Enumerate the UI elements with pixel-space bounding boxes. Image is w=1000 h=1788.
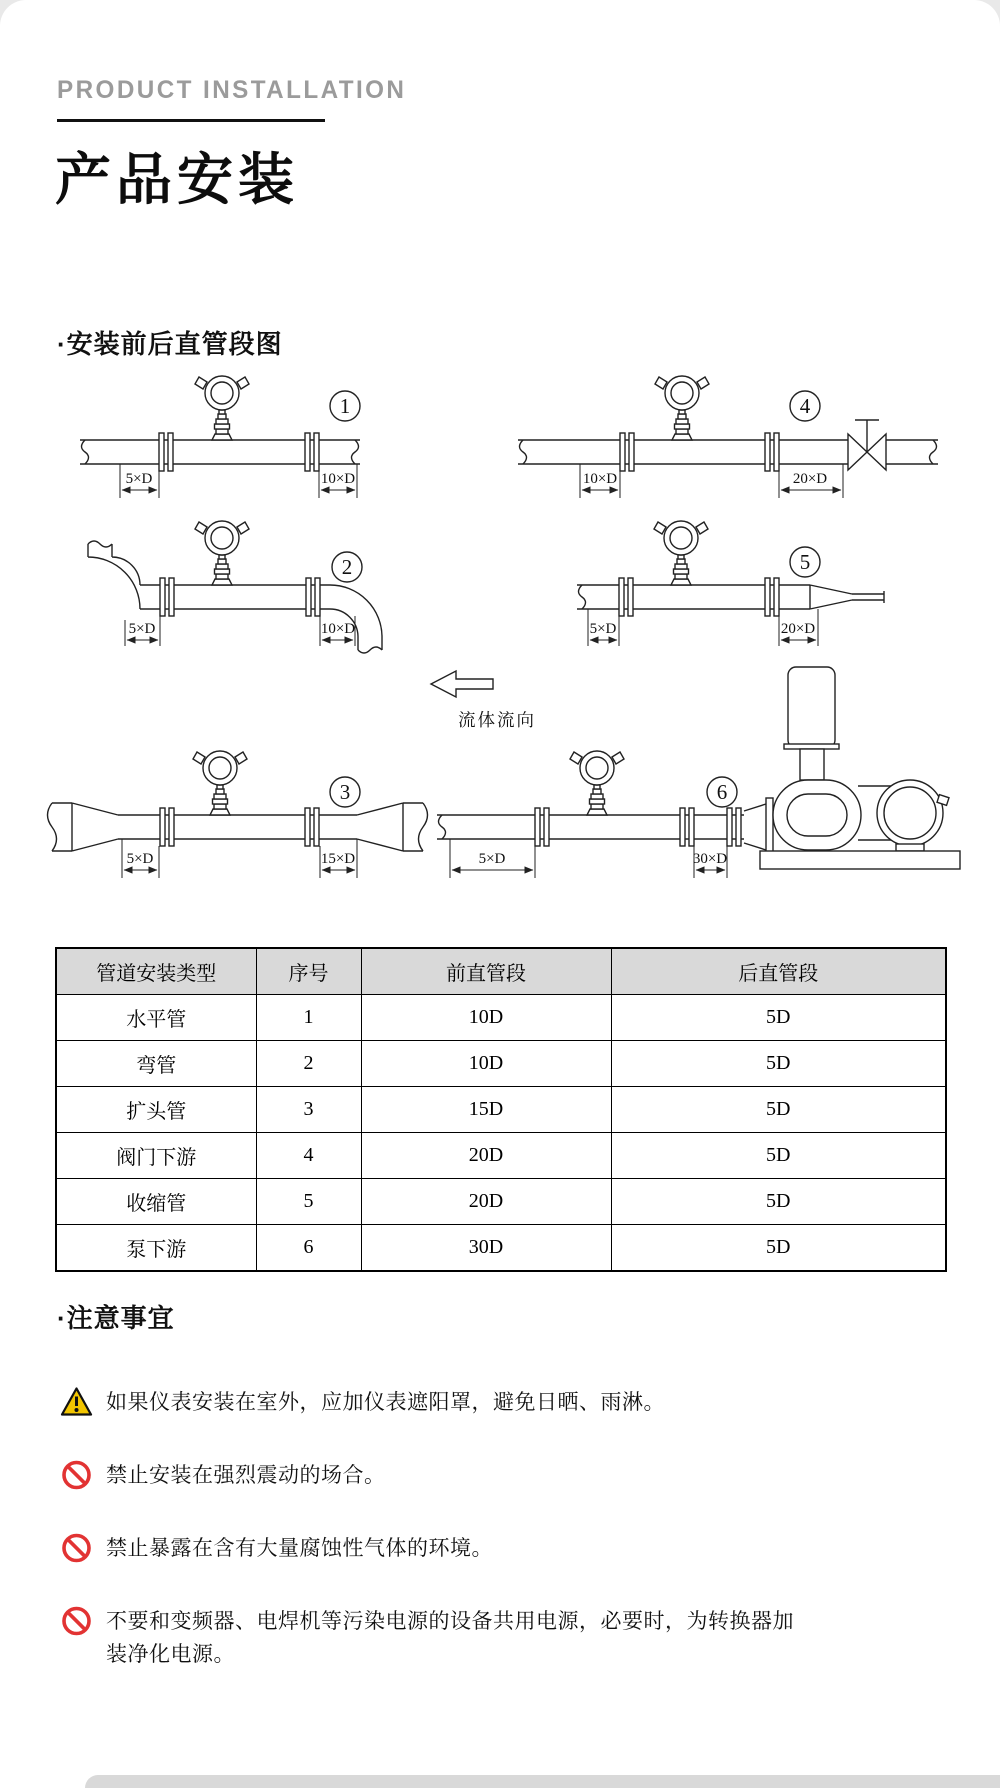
pipe-break <box>930 440 937 464</box>
flange-icon <box>160 578 174 616</box>
dim-label-left: 5×D <box>125 471 153 487</box>
diagram-number: 4 <box>799 394 811 418</box>
flange-icon <box>680 808 694 846</box>
flow-arrow-icon <box>431 671 493 697</box>
diagram-1 <box>80 376 360 498</box>
diagram-number: 2 <box>341 555 353 579</box>
cell-downstream: 5D <box>611 1225 946 1272</box>
col-header-downstream: 后直管段 <box>611 948 946 995</box>
flowmeter-icon <box>195 376 249 440</box>
dim-label-left: 5×D <box>126 851 154 867</box>
col-header-install-type: 管道安装类型 <box>56 948 256 995</box>
installation-diagrams <box>0 330 1000 890</box>
cell-upstream: 20D <box>361 1179 611 1225</box>
flange-icon <box>765 578 779 616</box>
flange-icon <box>619 578 633 616</box>
dim-label-right: 30×D <box>692 851 728 867</box>
note-item <box>60 1459 945 1492</box>
cell-type: 弯管 <box>56 1041 256 1087</box>
cell-index: 1 <box>256 995 361 1041</box>
cell-index: 5 <box>256 1179 361 1225</box>
cell-index: 6 <box>256 1225 361 1272</box>
cell-type: 收缩管 <box>56 1179 256 1225</box>
title-underline <box>57 119 325 122</box>
note-text: 不要和变频器、电焊机等污染电源的设备共用电源，必要时，为转换器加装净化电源。 <box>106 1610 794 1666</box>
diagram-number: 3 <box>339 780 351 804</box>
cell-index: 2 <box>256 1041 361 1087</box>
cell-type: 扩头管 <box>56 1087 256 1133</box>
cell-downstream: 5D <box>611 1041 946 1087</box>
flowmeter-icon <box>195 521 249 585</box>
flange-icon <box>535 808 549 846</box>
section-heading-notes: ·注意事宜 <box>57 1303 175 1333</box>
dim-label-left: 5×D <box>478 851 506 867</box>
straight-run-table <box>55 947 947 1272</box>
flange-icon <box>765 433 779 471</box>
dim-label-left: 5×D <box>589 621 617 637</box>
cell-downstream: 5D <box>611 1087 946 1133</box>
dim-label-right: 20×D <box>780 621 816 637</box>
cell-upstream: 15D <box>361 1087 611 1133</box>
flange-icon <box>305 433 319 471</box>
col-header-index: 序号 <box>256 948 361 995</box>
pipe-break <box>88 541 112 547</box>
diagram-number: 6 <box>716 780 728 804</box>
flow-direction-label: 流体流向 <box>458 710 536 730</box>
dim-label-right: 20×D <box>792 471 828 487</box>
pipe-break <box>82 440 89 464</box>
cell-downstream: 5D <box>611 1133 946 1179</box>
dim-label-right: 10×D <box>320 621 356 637</box>
notes-list <box>60 1386 945 1711</box>
dim-label-left: 10×D <box>582 471 618 487</box>
next-section-edge <box>85 1775 1000 1788</box>
note-item <box>60 1532 945 1565</box>
note-text: 如果仪表安装在室外，应加仪表遮阳罩，避免日晒、雨淋。 <box>106 1391 665 1414</box>
diagram-number: 1 <box>339 394 351 418</box>
warning-icon <box>60 1386 93 1417</box>
elbow-left <box>88 544 140 609</box>
pipe-break <box>352 440 359 464</box>
table-row <box>56 1225 946 1272</box>
cell-upstream: 10D <box>361 1041 611 1087</box>
prohibit-icon <box>60 1459 93 1491</box>
pipe-break <box>419 803 428 851</box>
pipe-break <box>439 815 446 839</box>
table-row <box>56 1087 946 1133</box>
eyebrow-title: PRODUCT INSTALLATION <box>57 76 407 104</box>
cell-downstream: 5D <box>611 995 946 1041</box>
pipe <box>118 815 357 839</box>
expander-right <box>357 803 423 851</box>
reducer-cone <box>810 585 884 609</box>
diagram-2 <box>88 521 382 653</box>
pipe-break <box>48 803 57 851</box>
table-row <box>56 1179 946 1225</box>
section-heading-pipe-runs: ·安装前后直管段图 <box>57 329 283 359</box>
cell-index: 3 <box>256 1087 361 1133</box>
table-row <box>56 1133 946 1179</box>
table-header-row <box>56 948 946 995</box>
flange-icon <box>727 808 741 846</box>
cell-upstream: 10D <box>361 995 611 1041</box>
dim-label-left: 5×D <box>128 621 156 637</box>
dim-label-right: 15×D <box>320 851 356 867</box>
note-item <box>60 1605 945 1671</box>
pipe <box>437 815 744 839</box>
cell-type: 水平管 <box>56 995 256 1041</box>
pipe-break <box>520 440 527 464</box>
table-row <box>56 1041 946 1087</box>
flowmeter-icon <box>655 376 709 440</box>
flange-icon <box>159 433 173 471</box>
expander-left <box>52 803 118 851</box>
diagram-6 <box>437 667 960 878</box>
page-title: 产品安装 <box>55 148 299 211</box>
diagram-5 <box>577 521 884 646</box>
diagram-4 <box>518 376 938 498</box>
cell-upstream: 30D <box>361 1225 611 1272</box>
note-text: 禁止安装在强烈震动的场合。 <box>106 1464 386 1487</box>
flange-icon <box>160 808 174 846</box>
flow-direction <box>431 671 536 730</box>
prohibit-icon <box>60 1532 93 1564</box>
cell-downstream: 5D <box>611 1179 946 1225</box>
flange-icon <box>305 808 319 846</box>
note-text: 禁止暴露在含有大量腐蚀性气体的环境。 <box>106 1537 493 1560</box>
flowmeter-icon <box>654 521 708 585</box>
flange-icon <box>620 433 634 471</box>
table-row <box>56 995 946 1041</box>
flowmeter-icon <box>570 751 624 815</box>
pump-icon <box>744 667 960 869</box>
dim-label-right: 10×D <box>320 471 356 487</box>
col-header-upstream: 前直管段 <box>361 948 611 995</box>
note-item <box>60 1386 945 1419</box>
cell-index: 4 <box>256 1133 361 1179</box>
pipe-break <box>358 647 382 653</box>
flowmeter-icon <box>193 751 247 815</box>
cell-type: 泵下游 <box>56 1225 256 1272</box>
pipe-break <box>579 585 586 609</box>
flange-icon <box>306 578 320 616</box>
prohibit-icon <box>60 1605 93 1637</box>
cell-type: 阀门下游 <box>56 1133 256 1179</box>
cell-upstream: 20D <box>361 1133 611 1179</box>
diagram-3 <box>48 751 428 878</box>
diagram-number: 5 <box>799 550 811 574</box>
